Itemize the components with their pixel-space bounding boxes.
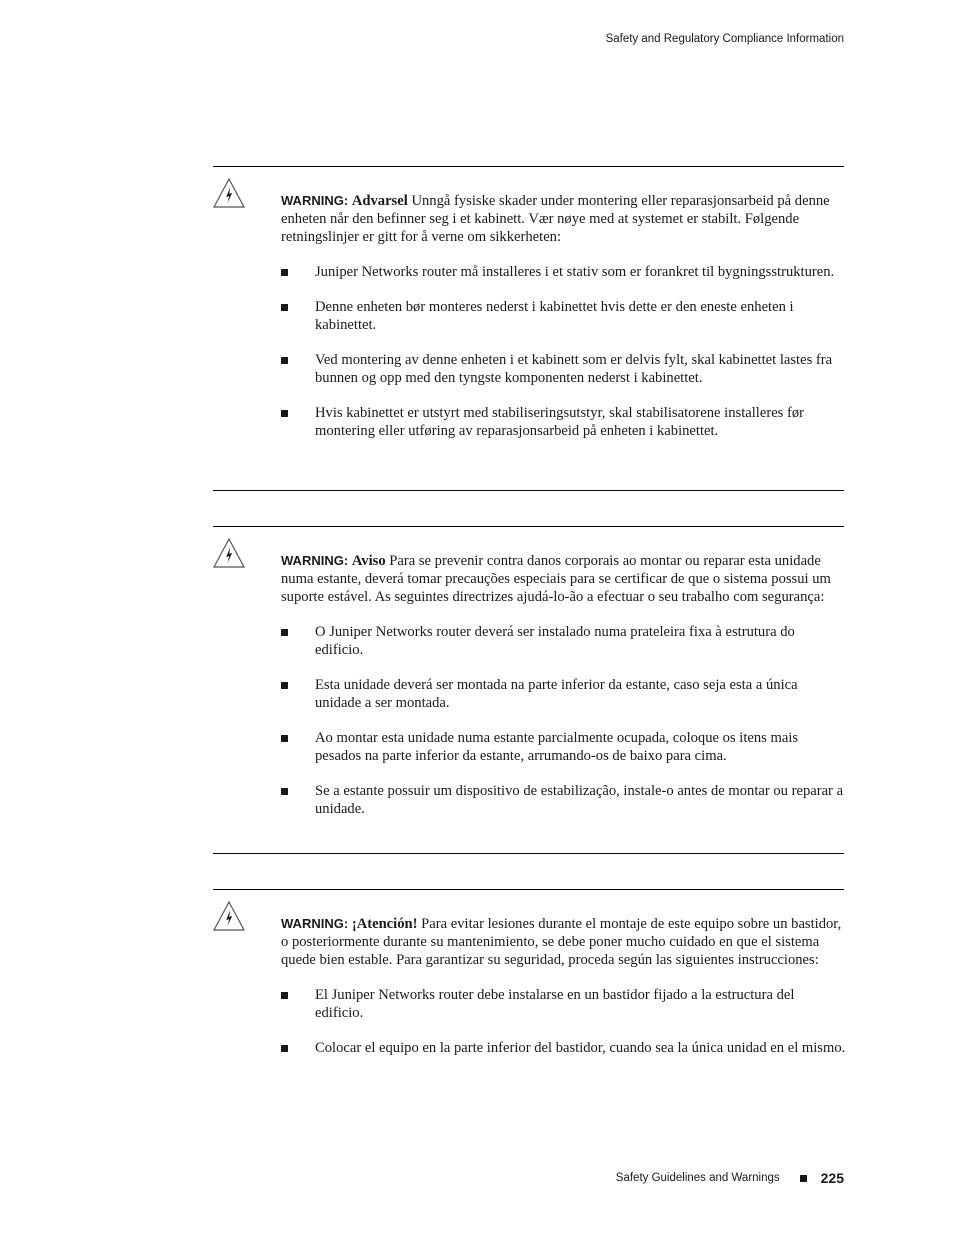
warning-block-norwegian [213, 166, 844, 439]
bullet-icon [281, 304, 288, 311]
electrical-hazard-icon [213, 901, 245, 931]
warning-intro [281, 915, 846, 969]
list-item-text: Ao montar esta unidade numa estante parcialmente ocupada, coloque os itens mais pesados na parte inferior da estante, arrumando-os de baixo para cima. [315, 730, 799, 764]
page-footer [616, 1170, 844, 1186]
warning-label: WARNING: [281, 193, 349, 208]
list-item [281, 1039, 846, 1057]
bullet-icon [281, 629, 288, 636]
top-rule [213, 166, 844, 167]
list-item-text: El Juniper Networks router debe instalarse en un bastidor fijado a la estructura del edificio. [315, 987, 795, 1021]
bullet-icon [281, 735, 288, 742]
list-item [281, 623, 846, 659]
list-item-text: Esta unidade deverá ser montada na parte inferior da estante, caso seja esta a única unidade a ser montada. [315, 677, 798, 711]
list-item-text: O Juniper Networks router deverá ser instalado numa prateleira fixa à estrutura do edificio. [315, 624, 795, 658]
footer-bullet-icon [800, 1175, 807, 1182]
warning-block-spanish [213, 889, 846, 1056]
warning-language-title: ¡Atención! [351, 916, 418, 932]
list-item [281, 676, 846, 712]
list-item [281, 351, 846, 387]
list-item [281, 782, 846, 818]
bullet-icon [281, 269, 288, 276]
warning-list [281, 263, 846, 440]
list-item [281, 729, 846, 765]
warning-intro [281, 192, 846, 246]
warning-intro-text: Para evitar lesiones durante el montaje de este equipo sobre un bastidor, o posteriormente durante su mantenimiento, se debe poner mucho cuidado en que el sistema quede bien estable. Para garantizar su seguridad, proceda según las siguientes instrucciones: [281, 916, 842, 968]
warning-label: WARNING: [281, 553, 349, 568]
warning-label: WARNING: [281, 916, 349, 931]
list-item-text: Ved montering av denne enheten i et kabinett som er delvis fylt, skal kabinettet lastes fra bunnen og opp med den tyngste komponenten nederst i kabinettet. [315, 352, 833, 386]
warning-intro-text: Para se prevenir contra danos corporais ao montar ou reparar esta unidade numa estante, deverá tomar precauções especiais para se certificar de que o sistema possui um suporte estável. As seguintes directrizes ajudá-lo-ão a efectuar o seu trabalho com segurança: [281, 553, 831, 605]
list-item-text: Se a estante possuir um dispositivo de estabilização, instale-o antes de montar ou reparar a unidade. [315, 783, 844, 817]
list-item [281, 298, 846, 334]
bullet-icon [281, 682, 288, 689]
list-item [281, 404, 846, 440]
warning-content [281, 552, 846, 835]
electrical-hazard-icon [213, 178, 245, 208]
warning-block-portuguese [213, 526, 844, 817]
warning-language-title: Aviso [351, 553, 386, 569]
list-item-text: Juniper Networks router må installeres i et stativ som er forankret til bygningsstrukturen. [315, 264, 835, 280]
warning-content [281, 915, 846, 1074]
footer-section-title: Safety Guidelines and Warnings [615, 1172, 780, 1184]
list-item [281, 986, 846, 1022]
bottom-rule [213, 490, 844, 491]
bullet-icon [281, 992, 288, 999]
electrical-hazard-icon [213, 538, 245, 568]
bottom-rule [213, 853, 844, 854]
warning-content [281, 192, 846, 457]
list-item-text: Denne enheten bør monteres nederst i kabinettet hvis dette er den eneste enheten i kabinettet. [315, 299, 794, 333]
warning-intro [281, 552, 846, 606]
top-rule [213, 889, 844, 890]
running-header: Safety and Regulatory Compliance Information [605, 33, 844, 45]
bullet-icon [281, 357, 288, 364]
list-item-text: Colocar el equipo en la parte inferior del bastidor, cuando sea la única unidad en el mismo. [315, 1040, 846, 1056]
warning-intro-text: Unngå fysiske skader under montering eller reparasjonsarbeid på denne enheten når den befinner seg i et kabinett. Vær nøye med at systemet er stabilt. Følgende retningslinjer er gitt for å verne om sikkerheten: [281, 193, 830, 245]
list-item-text: Hvis kabinettet er utstyrt med stabiliseringsutstyr, skal stabilisatorene installeres før montering eller utføring av reparasjonsarbeid på enheten i kabinettet. [315, 405, 805, 439]
top-rule [213, 526, 844, 527]
warning-list [281, 986, 846, 1057]
page-number: 225 [820, 1170, 844, 1186]
bullet-icon [281, 410, 288, 417]
warning-language-title: Advarsel [351, 193, 408, 209]
bullet-icon [281, 1045, 288, 1052]
warning-list [281, 623, 846, 818]
bullet-icon [281, 788, 288, 795]
list-item [281, 263, 846, 281]
